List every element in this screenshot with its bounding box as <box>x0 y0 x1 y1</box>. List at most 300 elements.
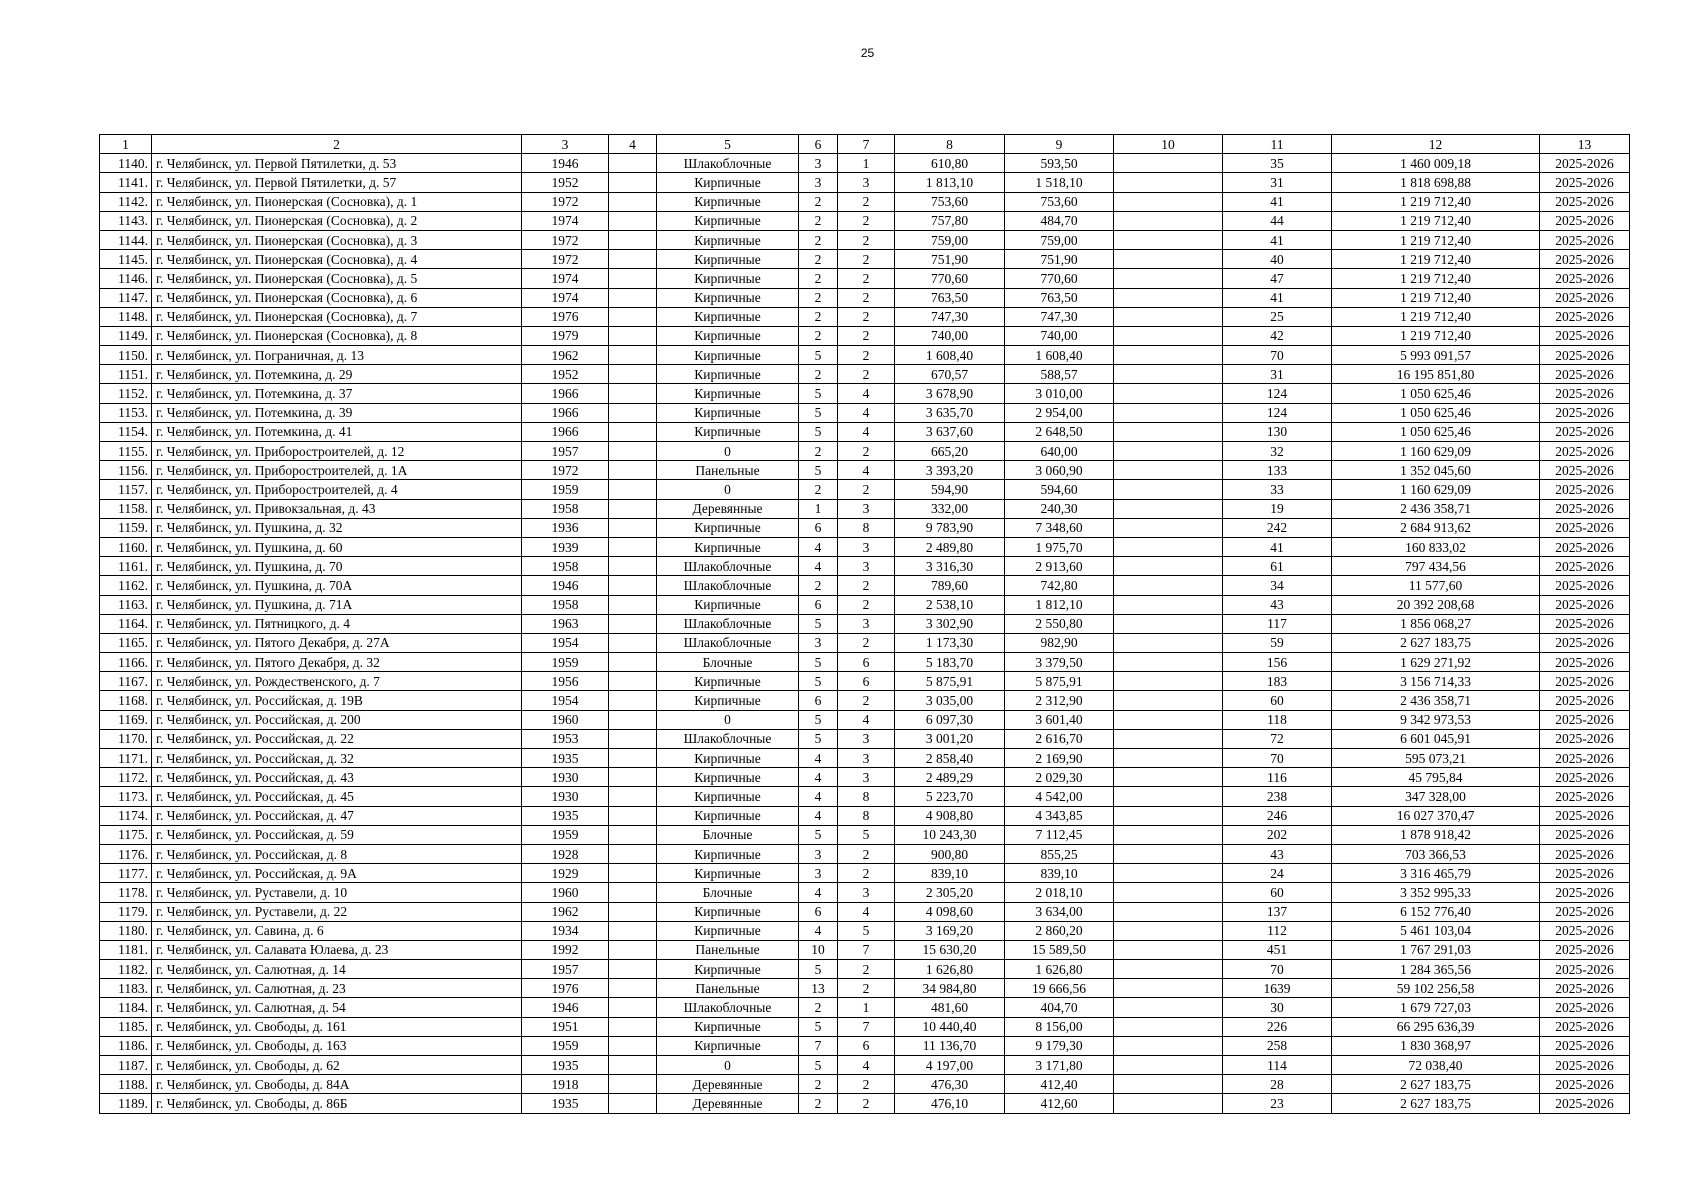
table-row <box>100 614 1630 633</box>
cell-period: 2025-2026 <box>1540 480 1630 499</box>
table-row <box>100 787 1630 806</box>
cell-total-area: 2 538,10 <box>895 595 1005 614</box>
table-row <box>100 672 1630 691</box>
table-row <box>100 576 1630 595</box>
cell-period: 2025-2026 <box>1540 154 1630 173</box>
cell-col-10 <box>1114 154 1223 173</box>
cell-period: 2025-2026 <box>1540 998 1630 1017</box>
cell-col-10 <box>1114 998 1223 1017</box>
cell-total-area: 747,30 <box>895 307 1005 326</box>
cell-col-4 <box>609 211 657 230</box>
cell-cost: 1 219 712,40 <box>1332 307 1540 326</box>
cell-col-10 <box>1114 211 1223 230</box>
cell-total-area: 3 635,70 <box>895 403 1005 422</box>
cell-total-area: 3 035,00 <box>895 691 1005 710</box>
table-row <box>100 806 1630 825</box>
cell-entrances: 2 <box>838 442 895 461</box>
cell-col-4 <box>609 326 657 345</box>
cell-floors: 3 <box>799 154 838 173</box>
cell-year-built: 1958 <box>522 499 609 518</box>
cell-total-area: 757,80 <box>895 211 1005 230</box>
cell-address: г. Челябинск, ул. Российская, д. 59 <box>152 825 522 844</box>
cell-row-number: 1177. <box>100 864 152 883</box>
cell-floors: 5 <box>799 825 838 844</box>
table-row <box>100 633 1630 652</box>
cell-address: г. Челябинск, ул. Пионерская (Сосновка), д. 3 <box>152 230 522 249</box>
cell-row-number: 1148. <box>100 307 152 326</box>
cell-floors: 3 <box>799 844 838 863</box>
cell-col-10 <box>1114 1075 1223 1094</box>
table-row <box>100 691 1630 710</box>
cell-period: 2025-2026 <box>1540 864 1630 883</box>
cell-col-10 <box>1114 326 1223 345</box>
cell-year-built: 1952 <box>522 365 609 384</box>
cell-floors: 4 <box>799 537 838 556</box>
cell-year-built: 1962 <box>522 346 609 365</box>
cell-col-4 <box>609 307 657 326</box>
cell-wall-material: 0 <box>657 480 799 499</box>
cell-floors: 4 <box>799 749 838 768</box>
cell-living-area: 593,50 <box>1005 154 1114 173</box>
cell-living-area: 839,10 <box>1005 864 1114 883</box>
cell-cost: 3 316 465,79 <box>1332 864 1540 883</box>
cell-residents: 41 <box>1223 537 1332 556</box>
cell-col-4 <box>609 749 657 768</box>
cell-residents: 32 <box>1223 442 1332 461</box>
cell-row-number: 1180. <box>100 921 152 940</box>
cell-col-10 <box>1114 768 1223 787</box>
cell-wall-material: Кирпичные <box>657 691 799 710</box>
cell-period: 2025-2026 <box>1540 672 1630 691</box>
cell-row-number: 1175. <box>100 825 152 844</box>
cell-wall-material: Кирпичные <box>657 173 799 192</box>
cell-total-area: 670,57 <box>895 365 1005 384</box>
cell-living-area: 3 379,50 <box>1005 653 1114 672</box>
cell-wall-material: Кирпичные <box>657 384 799 403</box>
cell-residents: 31 <box>1223 173 1332 192</box>
cell-year-built: 1959 <box>522 480 609 499</box>
cell-year-built: 1974 <box>522 211 609 230</box>
cell-year-built: 1952 <box>522 173 609 192</box>
cell-entrances: 2 <box>838 307 895 326</box>
cell-residents: 202 <box>1223 825 1332 844</box>
cell-residents: 43 <box>1223 595 1332 614</box>
cell-cost: 11 577,60 <box>1332 576 1540 595</box>
cell-floors: 5 <box>799 653 838 672</box>
cell-col-10 <box>1114 576 1223 595</box>
cell-living-area: 594,60 <box>1005 480 1114 499</box>
cell-row-number: 1140. <box>100 154 152 173</box>
column-header-6: 6 <box>799 135 838 154</box>
cell-col-4 <box>609 365 657 384</box>
cell-floors: 6 <box>799 902 838 921</box>
cell-year-built: 1946 <box>522 154 609 173</box>
table-row <box>100 998 1630 1017</box>
cell-wall-material: Шлакоблочные <box>657 576 799 595</box>
cell-entrances: 2 <box>838 480 895 499</box>
cell-period: 2025-2026 <box>1540 653 1630 672</box>
cell-residents: 35 <box>1223 154 1332 173</box>
table-row <box>100 749 1630 768</box>
cell-entrances: 6 <box>838 1036 895 1055</box>
cell-living-area: 2 648,50 <box>1005 422 1114 441</box>
cell-wall-material: Шлакоблочные <box>657 154 799 173</box>
cell-period: 2025-2026 <box>1540 537 1630 556</box>
cell-residents: 112 <box>1223 921 1332 940</box>
cell-row-number: 1174. <box>100 806 152 825</box>
cell-living-area: 2 169,90 <box>1005 749 1114 768</box>
cell-cost: 5 461 103,04 <box>1332 921 1540 940</box>
cell-wall-material: Кирпичные <box>657 787 799 806</box>
cell-total-area: 2 858,40 <box>895 749 1005 768</box>
cell-row-number: 1153. <box>100 403 152 422</box>
cell-row-number: 1142. <box>100 192 152 211</box>
cell-cost: 1 219 712,40 <box>1332 288 1540 307</box>
cell-entrances: 2 <box>838 211 895 230</box>
cell-row-number: 1147. <box>100 288 152 307</box>
cell-period: 2025-2026 <box>1540 499 1630 518</box>
cell-col-4 <box>609 883 657 902</box>
cell-period: 2025-2026 <box>1540 422 1630 441</box>
cell-floors: 2 <box>799 1094 838 1113</box>
column-header-11: 11 <box>1223 135 1332 154</box>
cell-year-built: 1959 <box>522 825 609 844</box>
cell-residents: 183 <box>1223 672 1332 691</box>
cell-floors: 2 <box>799 250 838 269</box>
cell-wall-material: Кирпичные <box>657 768 799 787</box>
cell-wall-material: Кирпичные <box>657 749 799 768</box>
table-row <box>100 211 1630 230</box>
cell-col-4 <box>609 384 657 403</box>
cell-cost: 1 219 712,40 <box>1332 211 1540 230</box>
cell-total-area: 2 489,29 <box>895 768 1005 787</box>
cell-total-area: 4 098,60 <box>895 902 1005 921</box>
cell-cost: 2 436 358,71 <box>1332 691 1540 710</box>
cell-address: г. Челябинск, ул. Российская, д. 22 <box>152 729 522 748</box>
cell-floors: 3 <box>799 864 838 883</box>
cell-col-4 <box>609 346 657 365</box>
cell-row-number: 1182. <box>100 960 152 979</box>
cell-year-built: 1972 <box>522 192 609 211</box>
cell-total-area: 3 678,90 <box>895 384 1005 403</box>
cell-cost: 2 627 183,75 <box>1332 633 1540 652</box>
cell-entrances: 2 <box>838 979 895 998</box>
cell-cost: 347 328,00 <box>1332 787 1540 806</box>
cell-total-area: 476,10 <box>895 1094 1005 1113</box>
cell-entrances: 4 <box>838 902 895 921</box>
cell-floors: 2 <box>799 998 838 1017</box>
cell-col-10 <box>1114 595 1223 614</box>
cell-row-number: 1179. <box>100 902 152 921</box>
cell-floors: 5 <box>799 422 838 441</box>
cell-col-4 <box>609 576 657 595</box>
cell-floors: 5 <box>799 461 838 480</box>
cell-wall-material: Кирпичные <box>657 326 799 345</box>
cell-entrances: 3 <box>838 173 895 192</box>
cell-living-area: 2 018,10 <box>1005 883 1114 902</box>
cell-address: г. Челябинск, ул. Салавата Юлаева, д. 23 <box>152 940 522 959</box>
cell-entrances: 2 <box>838 230 895 249</box>
cell-living-area: 1 608,40 <box>1005 346 1114 365</box>
cell-cost: 1 160 629,09 <box>1332 442 1540 461</box>
cell-cost: 1 284 365,56 <box>1332 960 1540 979</box>
cell-year-built: 1939 <box>522 537 609 556</box>
cell-wall-material: Кирпичные <box>657 902 799 921</box>
cell-col-4 <box>609 518 657 537</box>
cell-living-area: 855,25 <box>1005 844 1114 863</box>
cell-total-area: 11 136,70 <box>895 1036 1005 1055</box>
cell-living-area: 484,70 <box>1005 211 1114 230</box>
cell-floors: 2 <box>799 269 838 288</box>
cell-year-built: 1966 <box>522 403 609 422</box>
cell-col-4 <box>609 1075 657 1094</box>
table-row <box>100 825 1630 844</box>
cell-floors: 5 <box>799 729 838 748</box>
cell-residents: 72 <box>1223 729 1332 748</box>
cell-period: 2025-2026 <box>1540 288 1630 307</box>
cell-period: 2025-2026 <box>1540 269 1630 288</box>
cell-col-4 <box>609 442 657 461</box>
cell-address: г. Челябинск, ул. Приборостроителей, д. 12 <box>152 442 522 461</box>
cell-year-built: 1930 <box>522 768 609 787</box>
cell-period: 2025-2026 <box>1540 173 1630 192</box>
cell-wall-material: Кирпичные <box>657 864 799 883</box>
cell-year-built: 1966 <box>522 384 609 403</box>
cell-row-number: 1166. <box>100 653 152 672</box>
cell-residents: 23 <box>1223 1094 1332 1113</box>
cell-wall-material: Кирпичные <box>657 192 799 211</box>
cell-living-area: 8 156,00 <box>1005 1017 1114 1036</box>
cell-wall-material: Деревянные <box>657 1075 799 1094</box>
cell-living-area: 3 634,00 <box>1005 902 1114 921</box>
cell-total-area: 759,00 <box>895 230 1005 249</box>
cell-address: г. Челябинск, ул. Пятницкого, д. 4 <box>152 614 522 633</box>
cell-wall-material: Деревянные <box>657 499 799 518</box>
column-header-1: 1 <box>100 135 152 154</box>
cell-living-area: 3 601,40 <box>1005 710 1114 729</box>
cell-col-10 <box>1114 633 1223 652</box>
cell-year-built: 1930 <box>522 787 609 806</box>
table-body <box>100 135 1630 1114</box>
cell-wall-material: Блочные <box>657 883 799 902</box>
cell-wall-material: Кирпичные <box>657 537 799 556</box>
cell-col-4 <box>609 979 657 998</box>
cell-living-area: 1 518,10 <box>1005 173 1114 192</box>
cell-residents: 156 <box>1223 653 1332 672</box>
cell-cost: 16 195 851,80 <box>1332 365 1540 384</box>
cell-residents: 41 <box>1223 230 1332 249</box>
cell-living-area: 4 343,85 <box>1005 806 1114 825</box>
cell-entrances: 4 <box>838 1056 895 1075</box>
cell-living-area: 5 875,91 <box>1005 672 1114 691</box>
column-header-10: 10 <box>1114 135 1223 154</box>
cell-entrances: 2 <box>838 691 895 710</box>
cell-living-area: 2 616,70 <box>1005 729 1114 748</box>
cell-residents: 226 <box>1223 1017 1332 1036</box>
cell-address: г. Челябинск, ул. Потемкина, д. 41 <box>152 422 522 441</box>
cell-floors: 2 <box>799 211 838 230</box>
cell-entrances: 2 <box>838 595 895 614</box>
cell-year-built: 1972 <box>522 461 609 480</box>
cell-wall-material: 0 <box>657 442 799 461</box>
cell-row-number: 1165. <box>100 633 152 652</box>
cell-floors: 5 <box>799 672 838 691</box>
table-row <box>100 422 1630 441</box>
cell-year-built: 1935 <box>522 1056 609 1075</box>
cell-row-number: 1157. <box>100 480 152 499</box>
cell-year-built: 1960 <box>522 710 609 729</box>
cell-address: г. Челябинск, ул. Салютная, д. 14 <box>152 960 522 979</box>
cell-floors: 5 <box>799 346 838 365</box>
cell-year-built: 1954 <box>522 633 609 652</box>
cell-cost: 45 795,84 <box>1332 768 1540 787</box>
cell-period: 2025-2026 <box>1540 461 1630 480</box>
cell-residents: 61 <box>1223 557 1332 576</box>
cell-row-number: 1162. <box>100 576 152 595</box>
cell-address: г. Челябинск, ул. Пушкина, д. 71А <box>152 595 522 614</box>
table-row <box>100 729 1630 748</box>
cell-row-number: 1171. <box>100 749 152 768</box>
cell-residents: 133 <box>1223 461 1332 480</box>
cell-cost: 1 460 009,18 <box>1332 154 1540 173</box>
cell-year-built: 1992 <box>522 940 609 959</box>
cell-cost: 9 342 973,53 <box>1332 710 1540 729</box>
cell-year-built: 1946 <box>522 576 609 595</box>
cell-period: 2025-2026 <box>1540 576 1630 595</box>
cell-col-10 <box>1114 365 1223 384</box>
cell-total-area: 740,00 <box>895 326 1005 345</box>
cell-floors: 5 <box>799 960 838 979</box>
cell-wall-material: Кирпичные <box>657 250 799 269</box>
cell-period: 2025-2026 <box>1540 1075 1630 1094</box>
cell-year-built: 1953 <box>522 729 609 748</box>
cell-entrances: 4 <box>838 710 895 729</box>
cell-period: 2025-2026 <box>1540 595 1630 614</box>
cell-year-built: 1935 <box>522 806 609 825</box>
cell-total-area: 9 783,90 <box>895 518 1005 537</box>
cell-period: 2025-2026 <box>1540 825 1630 844</box>
cell-wall-material: Шлакоблочные <box>657 729 799 748</box>
cell-year-built: 1976 <box>522 979 609 998</box>
cell-total-area: 5 875,91 <box>895 672 1005 691</box>
table-row <box>100 960 1630 979</box>
cell-entrances: 2 <box>838 576 895 595</box>
column-header-12: 12 <box>1332 135 1540 154</box>
cell-col-10 <box>1114 864 1223 883</box>
cell-total-area: 6 097,30 <box>895 710 1005 729</box>
cell-residents: 34 <box>1223 576 1332 595</box>
cell-living-area: 2 312,90 <box>1005 691 1114 710</box>
cell-address: г. Челябинск, ул. Свободы, д. 86Б <box>152 1094 522 1113</box>
cell-residents: 60 <box>1223 691 1332 710</box>
table-row <box>100 154 1630 173</box>
cell-col-4 <box>609 499 657 518</box>
cell-col-10 <box>1114 825 1223 844</box>
cell-floors: 2 <box>799 1075 838 1094</box>
cell-residents: 40 <box>1223 250 1332 269</box>
table-row <box>100 230 1630 249</box>
cell-address: г. Челябинск, ул. Салютная, д. 23 <box>152 979 522 998</box>
cell-col-10 <box>1114 806 1223 825</box>
cell-wall-material: Кирпичные <box>657 1036 799 1055</box>
cell-wall-material: Шлакоблочные <box>657 614 799 633</box>
cell-total-area: 1 813,10 <box>895 173 1005 192</box>
cell-total-area: 10 440,40 <box>895 1017 1005 1036</box>
cell-residents: 47 <box>1223 269 1332 288</box>
cell-col-10 <box>1114 729 1223 748</box>
table-row <box>100 979 1630 998</box>
cell-year-built: 1972 <box>522 230 609 249</box>
cell-address: г. Челябинск, ул. Российская, д. 19В <box>152 691 522 710</box>
cell-year-built: 1954 <box>522 691 609 710</box>
table-row <box>100 192 1630 211</box>
cell-year-built: 1960 <box>522 883 609 902</box>
cell-col-4 <box>609 557 657 576</box>
cell-living-area: 770,60 <box>1005 269 1114 288</box>
table-row <box>100 1056 1630 1075</box>
cell-address: г. Челябинск, ул. Руставели, д. 10 <box>152 883 522 902</box>
cell-row-number: 1178. <box>100 883 152 902</box>
cell-living-area: 1 812,10 <box>1005 595 1114 614</box>
cell-address: г. Челябинск, ул. Первой Пятилетки, д. 57 <box>152 173 522 192</box>
cell-address: г. Челябинск, ул. Российская, д. 47 <box>152 806 522 825</box>
cell-period: 2025-2026 <box>1540 307 1630 326</box>
cell-period: 2025-2026 <box>1540 614 1630 633</box>
cell-living-area: 9 179,30 <box>1005 1036 1114 1055</box>
column-header-9: 9 <box>1005 135 1114 154</box>
cell-floors: 5 <box>799 384 838 403</box>
cell-col-10 <box>1114 307 1223 326</box>
cell-total-area: 332,00 <box>895 499 1005 518</box>
cell-living-area: 2 860,20 <box>1005 921 1114 940</box>
cell-floors: 2 <box>799 307 838 326</box>
cell-entrances: 2 <box>838 326 895 345</box>
cell-col-4 <box>609 1056 657 1075</box>
cell-wall-material: Кирпичные <box>657 806 799 825</box>
cell-col-4 <box>609 422 657 441</box>
cell-cost: 1 830 368,97 <box>1332 1036 1540 1055</box>
cell-col-10 <box>1114 691 1223 710</box>
cell-period: 2025-2026 <box>1540 518 1630 537</box>
cell-col-10 <box>1114 902 1223 921</box>
column-header-13: 13 <box>1540 135 1630 154</box>
cell-living-area: 3 171,80 <box>1005 1056 1114 1075</box>
cell-total-area: 2 489,80 <box>895 537 1005 556</box>
cell-living-area: 1 626,80 <box>1005 960 1114 979</box>
cell-cost: 1 219 712,40 <box>1332 250 1540 269</box>
cell-floors: 2 <box>799 480 838 499</box>
cell-residents: 60 <box>1223 883 1332 902</box>
cell-address: г. Челябинск, ул. Привокзальная, д. 43 <box>152 499 522 518</box>
cell-residents: 33 <box>1223 480 1332 499</box>
cell-col-4 <box>609 864 657 883</box>
cell-address: г. Челябинск, ул. Потемкина, д. 29 <box>152 365 522 384</box>
cell-total-area: 751,90 <box>895 250 1005 269</box>
cell-living-area: 1 975,70 <box>1005 537 1114 556</box>
cell-residents: 451 <box>1223 940 1332 959</box>
cell-total-area: 900,80 <box>895 844 1005 863</box>
cell-col-4 <box>609 537 657 556</box>
cell-wall-material: Кирпичные <box>657 403 799 422</box>
cell-entrances: 3 <box>838 557 895 576</box>
cell-cost: 797 434,56 <box>1332 557 1540 576</box>
cell-cost: 1 160 629,09 <box>1332 480 1540 499</box>
cell-floors: 4 <box>799 921 838 940</box>
cell-residents: 70 <box>1223 749 1332 768</box>
cell-entrances: 3 <box>838 614 895 633</box>
cell-total-area: 3 001,20 <box>895 729 1005 748</box>
cell-floors: 4 <box>799 768 838 787</box>
